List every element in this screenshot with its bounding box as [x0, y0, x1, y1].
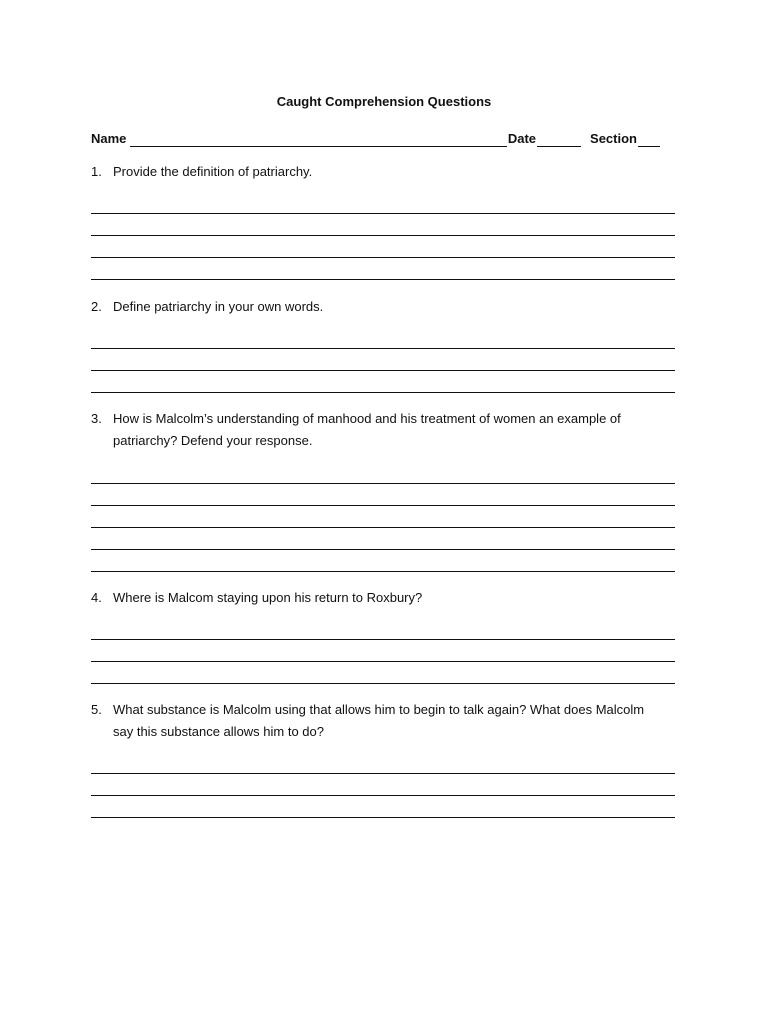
answer-line [91, 392, 675, 393]
answer-line [91, 661, 675, 662]
question-number: 3. [91, 411, 102, 426]
answer-line [91, 795, 675, 796]
question-text: How is Malcolm’s understanding of manhood and his treatment of women an example of patriarchy? Defend your response. [113, 411, 621, 448]
question-text: What substance is Malcolm using that allows him to begin to talk again? What does Malcolm say this substance allows him to do? [113, 702, 645, 739]
answer-line [91, 683, 675, 684]
question-1 [91, 161, 666, 183]
header-fields [91, 129, 661, 147]
answer-line [91, 213, 675, 214]
answer-line [91, 370, 675, 371]
answer-line [91, 257, 675, 258]
question-5 [91, 699, 666, 743]
question-2 [91, 296, 666, 318]
answer-line [91, 279, 675, 280]
question-number: 2. [91, 299, 102, 314]
question-text: Provide the definition of patriarchy. [113, 164, 313, 179]
page-title: Caught Comprehension Questions [276, 94, 492, 109]
section-label: Section [590, 131, 637, 146]
answer-line [91, 817, 675, 818]
question-number: 4. [91, 590, 102, 605]
answer-line [91, 483, 675, 484]
name-blank [130, 133, 506, 147]
answer-line [91, 639, 675, 640]
question-4 [91, 587, 666, 609]
answer-line [91, 235, 675, 236]
section-blank [638, 133, 660, 147]
date-blank [537, 133, 581, 147]
question-3 [91, 408, 666, 452]
answer-line [91, 348, 675, 349]
name-label: Name [91, 131, 127, 146]
answer-line [91, 571, 675, 572]
answer-line [91, 527, 675, 528]
question-text: Where is Malcom staying upon his return to Roxbury? [113, 590, 423, 605]
question-number: 5. [91, 702, 102, 717]
answer-line [91, 549, 675, 550]
answer-line [91, 773, 675, 774]
answer-line [91, 505, 675, 506]
date-label: Date [507, 131, 537, 146]
question-number: 1. [91, 164, 102, 179]
question-text: Define patriarchy in your own words. [113, 299, 324, 314]
